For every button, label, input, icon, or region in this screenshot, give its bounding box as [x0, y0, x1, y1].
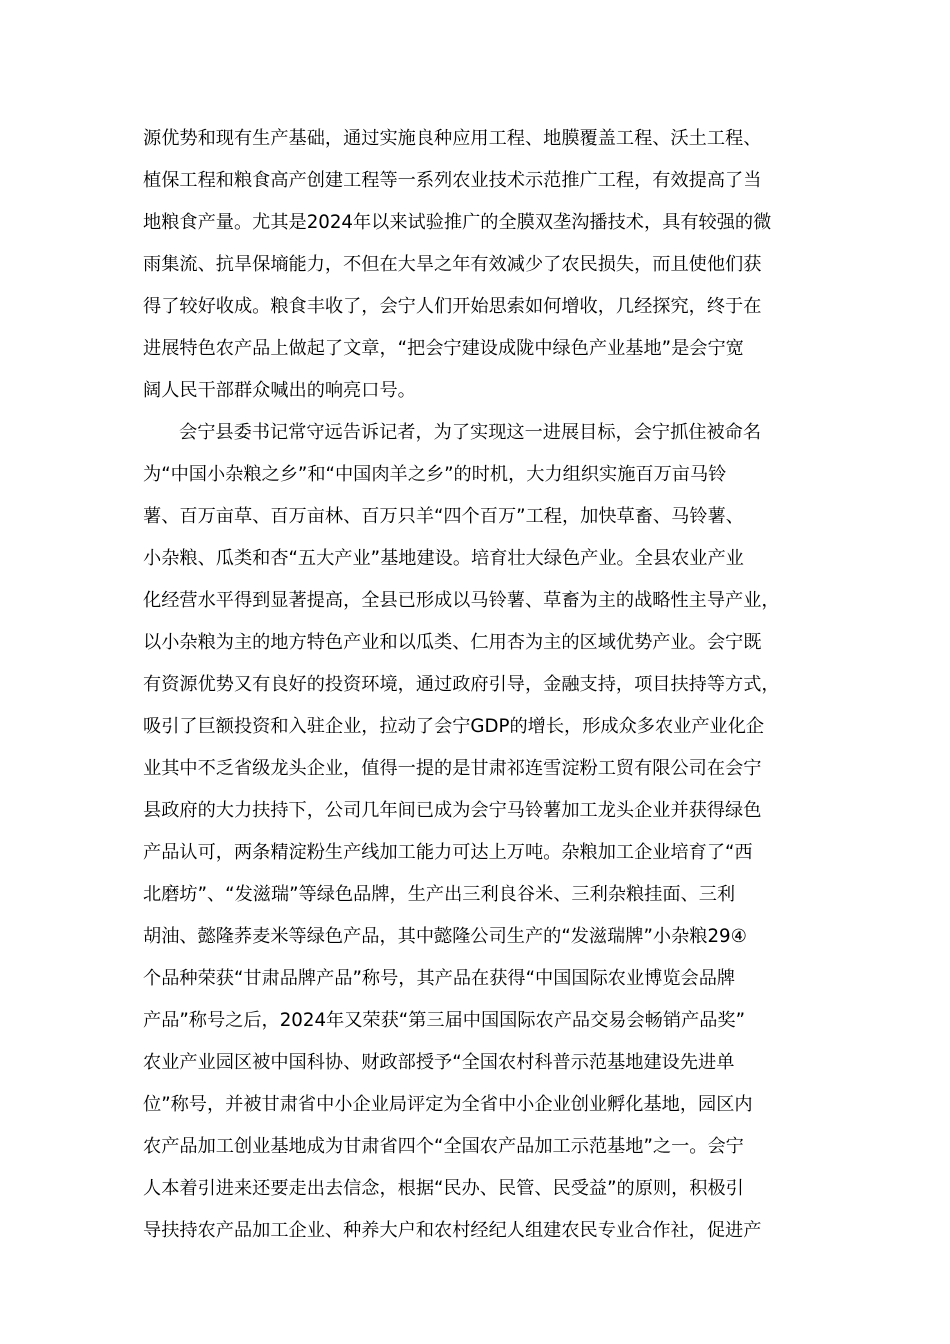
text-line: 化经营水平得到显著提高，全县已形成以马铃薯、草畜为主的战略性主导产业，: [143, 590, 780, 611]
text-line: 吸引了巨额投资和入驻企业，拉动了会宁GDP的增长，形成众多农业产业化企: [143, 716, 765, 737]
text-line: 人本着引进来还要走出去信念，根据“民办、民管、民受益”的原则，积极引: [143, 1178, 744, 1199]
text-line: 得了较好收成。粮食丰收了，会宁人们开始思索如何增收，几经探究，终于在: [143, 296, 762, 317]
text-line: 农业产业园区被中国科协、财政部授予“全国农村科普示范基地建设先进单: [143, 1052, 735, 1073]
text-line: 地粮食产量。尤其是2024年以来试验推广的全膜双垄沟播技术，具有较强的微: [143, 212, 772, 233]
text-line: 雨集流、抗旱保墒能力，不但在大旱之年有效减少了农民损失，而且使他们获: [143, 254, 762, 275]
text-line: 进展特色农产品上做起了文章，“把会宁建设成陇中绿色产业基地”是会宁宽: [143, 338, 744, 359]
text-line: 县政府的大力扶持下，公司几年间已成为会宁马铃薯加工龙头企业并获得绿色: [143, 800, 762, 821]
text-line: 为“中国小杂粮之乡”和“中国肉羊之乡”的时机，大力组织实施百万亩马铃: [143, 464, 727, 485]
text-line: 业其中不乏省级龙头企业，值得一提的是甘肃祁连雪淀粉工贸有限公司在会宁: [143, 758, 762, 779]
text-line: 北磨坊”、“发滋瑞”等绿色品牌，生产出三利良谷米、三利杂粮挂面、三利: [143, 884, 736, 905]
text-line: 源优势和现有生产基础，通过实施良种应用工程、地膜覆盖工程、沃土工程、: [143, 128, 762, 149]
text-line: 胡油、懿隆荞麦米等绿色产品，其中懿隆公司生产的“发滋瑞牌”小杂粮29④: [143, 926, 747, 947]
body-text: [143, 118, 823, 1252]
text-line: 个品种荣获“甘肃品牌产品”称号，其产品在获得“中国国际农业博览会品牌: [143, 968, 736, 989]
text-line: 导扶持农产品加工企业、种养大户和农村经纪人组建农民专业合作社，促进产: [143, 1220, 762, 1241]
text-line: 农产品加工创业基地成为甘肃省四个“全国农产品加工示范基地”之一。会宁: [143, 1136, 744, 1157]
text-line: 以小杂粮为主的地方特色产业和以瓜类、仁用杏为主的区域优势产业。会宁既: [143, 632, 762, 653]
text-line: 薯、百万亩草、百万亩林、百万只羊“四个百万”工程，加快草畜、马铃薯、: [143, 506, 744, 527]
paragraph-first-line: 会宁县委书记常守远告诉记者，为了实现这一进展目标，会宁抓住被命名: [179, 422, 762, 443]
text-line: 植保工程和粮食高产创建工程等一系列农业技术示范推广工程，有效提高了当: [143, 170, 762, 191]
text-line: 有资源优势又有良好的投资环境，通过政府引导，金融支持，项目扶持等方式，: [143, 674, 780, 695]
text-line: 阔人民干部群众喊出的响亮口号。: [143, 380, 416, 401]
text-line: 小杂粮、瓜类和杏“五大产业”基地建设。培育壮大绿色产业。全县农业产业: [143, 548, 744, 569]
text-line: 位”称号，并被甘肃省中小企业局评定为全省中小企业创业孵化基地，园区内: [143, 1094, 753, 1115]
text-line: 产品”称号之后，2024年又荣获“第三届中国国际农产品交易会畅销产品奖”: [143, 1010, 745, 1031]
text-line: 产品认可，两条精淀粉生产线加工能力可达上万吨。杂粮加工企业培育了“西: [143, 842, 753, 863]
